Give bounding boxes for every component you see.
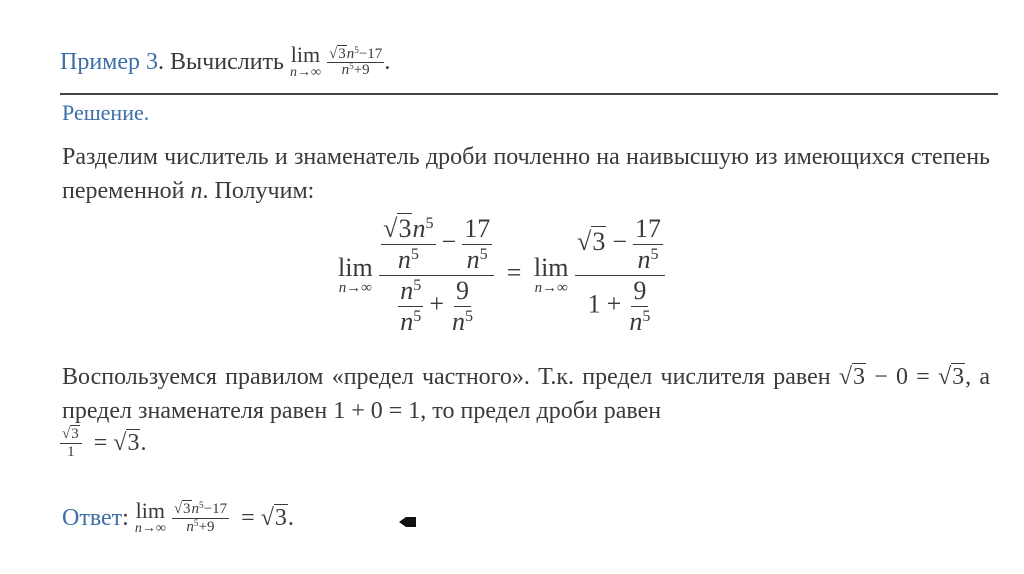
- minus-sign: −: [441, 227, 457, 257]
- sqrt-3: √3: [577, 227, 606, 257]
- paragraph-2-text: Воспользуемся правилом «предел частного». Т.к. предел числителя равен: [62, 364, 831, 390]
- exponent: 5: [413, 308, 422, 326]
- exponent: 5: [425, 215, 434, 233]
- sqrt-3: √3: [260, 504, 287, 531]
- var-n: n: [466, 245, 480, 274]
- paragraph-2: [62, 360, 990, 428]
- answer-fraction: $\frac{√3n^5-17}{n^5+9}$: [173, 500, 228, 535]
- example-title: [60, 44, 390, 80]
- plus-sign: +: [606, 289, 622, 319]
- var-n: n: [637, 245, 651, 274]
- exponent: 5: [349, 61, 354, 72]
- one: 1: [587, 289, 601, 319]
- denominator-tail: +9: [353, 61, 370, 78]
- var-n: n: [190, 178, 203, 204]
- paragraph-2-middle: , а предел знаменателя равен: [62, 364, 990, 424]
- radicand: 3: [398, 214, 412, 243]
- plus-sign: +: [429, 289, 445, 319]
- term-fraction: [633, 214, 663, 275]
- exponent: 5: [410, 246, 419, 264]
- equals-sign: =: [241, 504, 255, 531]
- var-n: n: [191, 500, 200, 517]
- answer-colon: :: [122, 504, 129, 531]
- var-n: n: [452, 307, 466, 336]
- numerator-17: 17: [634, 214, 661, 243]
- radicand: 3: [71, 426, 79, 442]
- sqrt-3: √3: [113, 430, 140, 456]
- example-label: Пример 3: [60, 49, 159, 75]
- sqrt-3: √3: [937, 364, 965, 390]
- limit-fraction: [327, 47, 384, 78]
- expression-tail: − 0 =: [874, 364, 930, 390]
- result-fraction: $\frac{√3}{1}$: [60, 426, 82, 461]
- var-n: n: [186, 518, 194, 535]
- term-fraction: [462, 214, 492, 275]
- fraction-denominator: [340, 63, 372, 78]
- compound-fraction-right: [575, 214, 665, 337]
- lim-subscript: n→∞: [534, 280, 568, 296]
- radicand: 3: [127, 430, 140, 456]
- divider-line: [60, 93, 998, 95]
- example-instruction: . Вычислить: [158, 49, 284, 75]
- end-marker-arrow-icon: [399, 517, 406, 527]
- numerator-tail: −17: [358, 45, 383, 62]
- exponent: 5: [193, 518, 199, 529]
- var-n: n: [341, 61, 350, 78]
- exponent: 5: [642, 308, 651, 326]
- exponent: 5: [354, 45, 359, 56]
- lim-word: lim: [135, 498, 165, 523]
- radicand: 3: [853, 364, 865, 390]
- radicand: 3: [952, 364, 965, 390]
- numerator-9: 9: [456, 276, 470, 305]
- exponent: 5: [479, 246, 488, 264]
- var-n: n: [400, 307, 414, 336]
- numerator-9: 9: [633, 276, 647, 305]
- lim-word: lim: [533, 253, 569, 282]
- radicand: 3: [592, 227, 606, 257]
- numerator-17: 17: [464, 214, 491, 243]
- paragraph-1-text: Разделим числитель и знаменатель дроби почленно на наивысшую из имеющихся степень переменной: [62, 144, 990, 204]
- term-fraction: [627, 276, 652, 337]
- denominator-tail: +9: [198, 518, 215, 535]
- compound-numerator: [575, 214, 665, 276]
- main-formula: [338, 214, 665, 337]
- end-of-proof-square-icon: [406, 517, 416, 527]
- exponent: 5: [465, 308, 474, 326]
- limit-operator-left: [338, 255, 373, 296]
- limit-operator-right: [534, 255, 569, 296]
- term-fraction: [450, 276, 475, 337]
- var-n: n: [629, 307, 643, 336]
- denominator-limit-expression: 1 + 0 = 1: [333, 398, 421, 424]
- exponent: 5: [413, 277, 422, 295]
- lim-subscript: n→∞: [134, 521, 166, 536]
- lim-word: lim: [338, 253, 373, 282]
- var-n: n: [400, 276, 414, 305]
- answer-line: [62, 500, 294, 536]
- var-n: n: [397, 245, 411, 274]
- numerator-tail: −17: [203, 500, 228, 517]
- compound-fraction-left: [379, 214, 494, 337]
- equals-sign: =: [93, 430, 108, 456]
- exponent: 5: [650, 246, 659, 264]
- paragraph-1-tail: . Получим:: [202, 178, 315, 204]
- denominator-1: 1: [67, 444, 75, 460]
- lim-word: lim: [290, 42, 321, 67]
- radicand: 3: [183, 500, 191, 517]
- sqrt-radicand: 3: [338, 45, 346, 62]
- limit-operator: [135, 500, 166, 536]
- equals-sign: =: [506, 258, 522, 288]
- exponent: 5: [199, 500, 204, 511]
- solution-heading: Решение.: [62, 100, 150, 125]
- limit-operator: [290, 44, 321, 80]
- sqrt-3: √3: [838, 364, 865, 390]
- paragraph-2-end: , то предел дроби равен: [420, 398, 662, 424]
- term-fraction: $\frac{√3n^5}{n^5}$: [383, 214, 434, 274]
- compound-denominator: [586, 276, 655, 337]
- compound-denominator: [396, 276, 477, 337]
- period: .: [140, 430, 147, 456]
- fraction-numerator: $√3n^5-17$: [328, 45, 383, 62]
- period: .: [287, 504, 294, 531]
- var-n: n: [346, 45, 355, 62]
- minus-sign: −: [612, 227, 627, 257]
- radicand: 3: [274, 504, 287, 531]
- var-n: n: [412, 214, 426, 243]
- compound-numerator: [379, 214, 494, 276]
- title-period: .: [384, 49, 391, 75]
- lim-subscript: n→∞: [338, 280, 372, 296]
- lim-subscript: n→∞: [289, 65, 321, 80]
- term-fraction: [398, 276, 423, 337]
- paragraph-1: [62, 140, 990, 208]
- answer-label: Ответ: [62, 504, 123, 531]
- result-line: [60, 426, 146, 461]
